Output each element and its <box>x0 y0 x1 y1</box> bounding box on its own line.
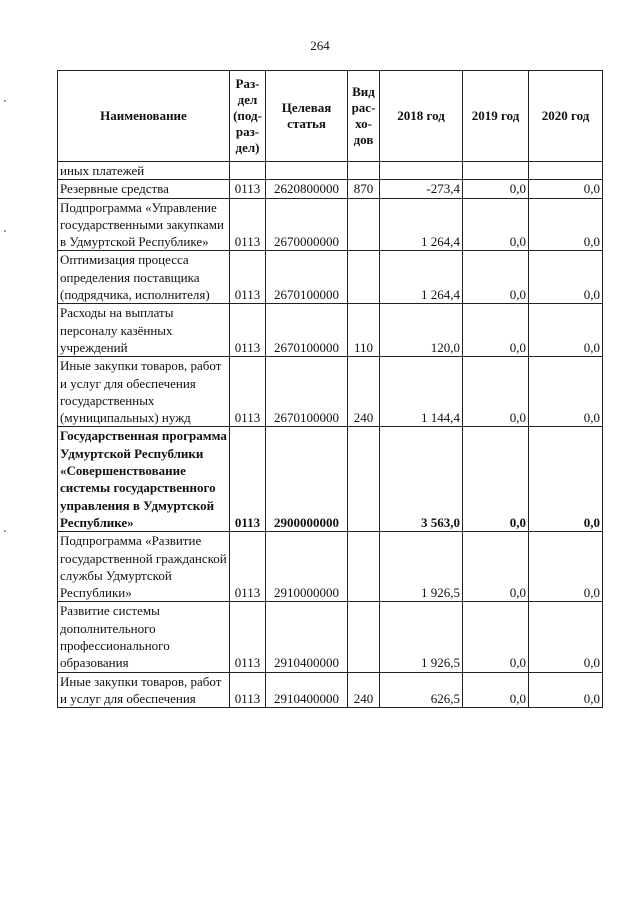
row-value-2019: 0,0 <box>463 180 529 198</box>
row-value-2018: 1 926,5 <box>380 532 463 602</box>
table-row <box>58 198 603 251</box>
row-value-2019: 0,0 <box>463 602 529 672</box>
header-expense-type: Вид рас- хо- дов <box>348 71 380 162</box>
header-section: Раз- дел (под- раз- дел) <box>230 71 266 162</box>
row-name: Государственная программа Удмуртской Республики «Совершенствование системы государственного управления в Удмуртской Республике» <box>58 427 230 532</box>
row-article: 2670100000 <box>266 304 348 357</box>
header-year-2018: 2018 год <box>380 71 463 162</box>
row-name: Оптимизация процесса определения поставщика (подрядчика, исполнителя) <box>58 251 230 304</box>
row-section: 0113 <box>230 602 266 672</box>
row-article: 2910000000 <box>266 532 348 602</box>
scan-mark <box>4 530 6 532</box>
table-body <box>58 162 603 708</box>
table-header <box>58 71 603 162</box>
row-section: 0113 <box>230 180 266 198</box>
table-row <box>58 357 603 427</box>
row-name: Подпрограмма «Управление государственными закупками в Удмуртской Республике» <box>58 198 230 251</box>
row-section: 0113 <box>230 251 266 304</box>
table-row <box>58 602 603 672</box>
table-row <box>58 532 603 602</box>
row-expense-type: 870 <box>348 180 380 198</box>
row-value-2020: 0,0 <box>529 251 603 304</box>
row-expense-type <box>348 602 380 672</box>
row-value-2020: 0,0 <box>529 427 603 532</box>
row-value-2019: 0,0 <box>463 251 529 304</box>
row-name: Развитие системы дополнительного профессионального образования <box>58 602 230 672</box>
row-name: Резервные средства <box>58 180 230 198</box>
row-value-2020: 0,0 <box>529 532 603 602</box>
row-expense-type <box>348 427 380 532</box>
header-year-2019: 2019 год <box>463 71 529 162</box>
row-section: 0113 <box>230 427 266 532</box>
header-row <box>58 71 603 162</box>
row-value-2018 <box>380 162 463 180</box>
row-value-2018: 1 264,4 <box>380 198 463 251</box>
row-expense-type: 240 <box>348 357 380 427</box>
row-article: 2910400000 <box>266 672 348 708</box>
scan-mark <box>4 100 6 102</box>
row-value-2020: 0,0 <box>529 180 603 198</box>
row-value-2020: 0,0 <box>529 198 603 251</box>
row-article: 2900000000 <box>266 427 348 532</box>
row-name: Подпрограмма «Развитие государственной гражданской службы Удмуртской Республики» <box>58 532 230 602</box>
row-expense-type: 110 <box>348 304 380 357</box>
row-section <box>230 162 266 180</box>
row-article: 2620800000 <box>266 180 348 198</box>
row-value-2019: 0,0 <box>463 532 529 602</box>
row-value-2019: 0,0 <box>463 304 529 357</box>
row-value-2018: 1 264,4 <box>380 251 463 304</box>
row-name: Расходы на выплаты персоналу казённых учреждений <box>58 304 230 357</box>
row-expense-type <box>348 162 380 180</box>
row-value-2020: 0,0 <box>529 357 603 427</box>
row-value-2020: 0,0 <box>529 304 603 357</box>
row-article <box>266 162 348 180</box>
budget-table <box>57 70 603 708</box>
row-section: 0113 <box>230 672 266 708</box>
row-name: Иные закупки товаров, работ и услуг для обеспечения <box>58 672 230 708</box>
table-row <box>58 162 603 180</box>
row-name: иных платежей <box>58 162 230 180</box>
row-expense-type <box>348 198 380 251</box>
row-expense-type <box>348 532 380 602</box>
row-value-2019 <box>463 162 529 180</box>
row-article: 2670000000 <box>266 198 348 251</box>
row-value-2018: 3 563,0 <box>380 427 463 532</box>
table-row <box>58 251 603 304</box>
row-value-2018: -273,4 <box>380 180 463 198</box>
header-article: Целевая статья <box>266 71 348 162</box>
table-row <box>58 672 603 708</box>
row-value-2019: 0,0 <box>463 198 529 251</box>
table-row <box>58 304 603 357</box>
row-value-2018: 1 144,4 <box>380 357 463 427</box>
table-row <box>58 180 603 198</box>
row-article: 2910400000 <box>266 602 348 672</box>
row-value-2018: 626,5 <box>380 672 463 708</box>
row-value-2019: 0,0 <box>463 357 529 427</box>
row-value-2019: 0,0 <box>463 672 529 708</box>
scan-mark <box>4 230 6 232</box>
row-section: 0113 <box>230 198 266 251</box>
table-row <box>58 427 603 532</box>
page-number: 264 <box>310 38 330 53</box>
row-section: 0113 <box>230 304 266 357</box>
row-value-2020: 0,0 <box>529 602 603 672</box>
row-section: 0113 <box>230 532 266 602</box>
row-value-2018: 1 926,5 <box>380 602 463 672</box>
row-value-2020 <box>529 162 603 180</box>
row-expense-type: 240 <box>348 672 380 708</box>
header-name: Наименование <box>58 71 230 162</box>
row-expense-type <box>348 251 380 304</box>
row-article: 2670100000 <box>266 357 348 427</box>
row-value-2019: 0,0 <box>463 427 529 532</box>
row-article: 2670100000 <box>266 251 348 304</box>
row-name: Иные закупки товаров, работ и услуг для обеспечения государственных (муниципальных) нужд <box>58 357 230 427</box>
row-value-2020: 0,0 <box>529 672 603 708</box>
row-section: 0113 <box>230 357 266 427</box>
row-value-2018: 120,0 <box>380 304 463 357</box>
header-year-2020: 2020 год <box>529 71 603 162</box>
